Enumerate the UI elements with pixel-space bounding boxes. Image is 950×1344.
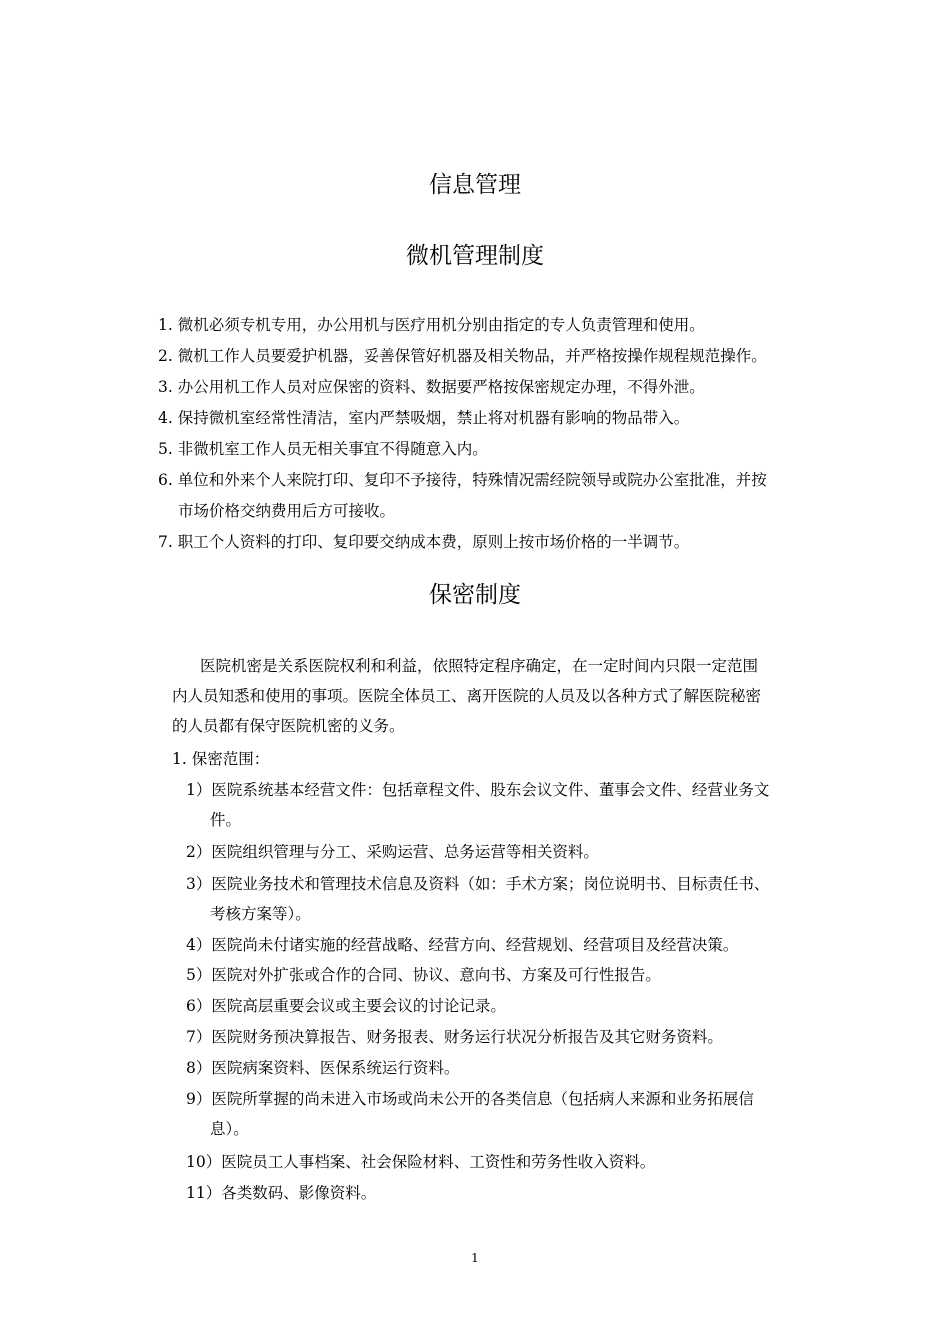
- rule-item: 5. 非微机室工作人员无相关事宜不得随意入内。: [158, 440, 488, 458]
- intro-line: 医院机密是关系医院权利和利益，依照特定程序确定，在一定时间内只限一定范围: [200, 657, 759, 675]
- scope-item: 5）医院对外扩张或合作的合同、协议、意向书、方案及可行性报告。: [186, 966, 661, 984]
- section-title: 信息管理: [429, 172, 521, 198]
- scope-item-continuation: 息）。: [210, 1120, 249, 1138]
- intro-line: 的人员都有保守医院机密的义务。: [172, 717, 405, 735]
- rule-item: 6. 单位和外来个人来院打印、复印不予接待，特殊情况需经院领导或院办公室批准，并按: [158, 471, 767, 489]
- rule-item: 4. 保持微机室经常性清洁，室内严禁吸烟，禁止将对机器有影响的物品带入。: [158, 409, 690, 427]
- rule-item: 2. 微机工作人员要爱护机器，妥善保管好机器及相关物品，并严格按操作规程规范操作。: [158, 347, 767, 365]
- scope-heading: 1. 保密范围：: [172, 750, 270, 768]
- scope-item: 9）医院所掌握的尚未进入市场或尚未公开的各类信息（包括病人来源和业务拓展信: [186, 1090, 754, 1108]
- scope-item: 4）医院尚未付诸实施的经营战略、经营方向、经营规划、经营项目及经营决策。: [186, 936, 739, 954]
- scope-item: 2）医院组织管理与分工、采购运营、总务运营等相关资料。: [186, 843, 599, 861]
- rule-item: 1. 微机必须专机专用，办公用机与医疗用机分别由指定的专人负责管理和使用。: [158, 316, 705, 334]
- scope-item: 3）医院业务技术和管理技术信息及资料（如：手术方案；岗位说明书、目标责任书、: [186, 875, 770, 893]
- page-number: 1: [471, 1251, 479, 1265]
- scope-item-continuation: 考核方案等）。: [210, 905, 311, 923]
- scope-item: 6）医院高层重要会议或主要会议的讨论记录。: [186, 997, 506, 1015]
- rule-item: 3. 办公用机工作人员对应保密的资料、数据要严格按保密规定办理，不得外泄。: [158, 378, 705, 396]
- scope-item: 10）医院员工人事档案、社会保险材料、工资性和劳务性收入资料。: [186, 1153, 656, 1171]
- intro-line: 内人员知悉和使用的事项。医院全体员工、离开医院的人员及以各种方式了解医院秘密: [172, 687, 762, 705]
- rule-item: 7. 职工个人资料的打印、复印要交纳成本费，原则上按市场价格的一半调节。: [158, 533, 690, 551]
- scope-item-continuation: 件。: [210, 811, 242, 829]
- rules-title: 微机管理制度: [406, 243, 544, 269]
- scope-item: 1）医院系统基本经营文件：包括章程文件、股东会议文件、董事会文件、经营业务文: [186, 781, 770, 799]
- scope-item: 7）医院财务预决算报告、财务报表、财务运行状况分析报告及其它财务资料。: [186, 1028, 723, 1046]
- scope-item: 8）医院病案资料、医保系统运行资料。: [186, 1059, 460, 1077]
- confidentiality-title: 保密制度: [429, 582, 521, 608]
- scope-item: 11）各类数码、影像资料。: [186, 1184, 377, 1202]
- rule-item-continuation: 市场价格交纳费用后方可接收。: [178, 502, 396, 520]
